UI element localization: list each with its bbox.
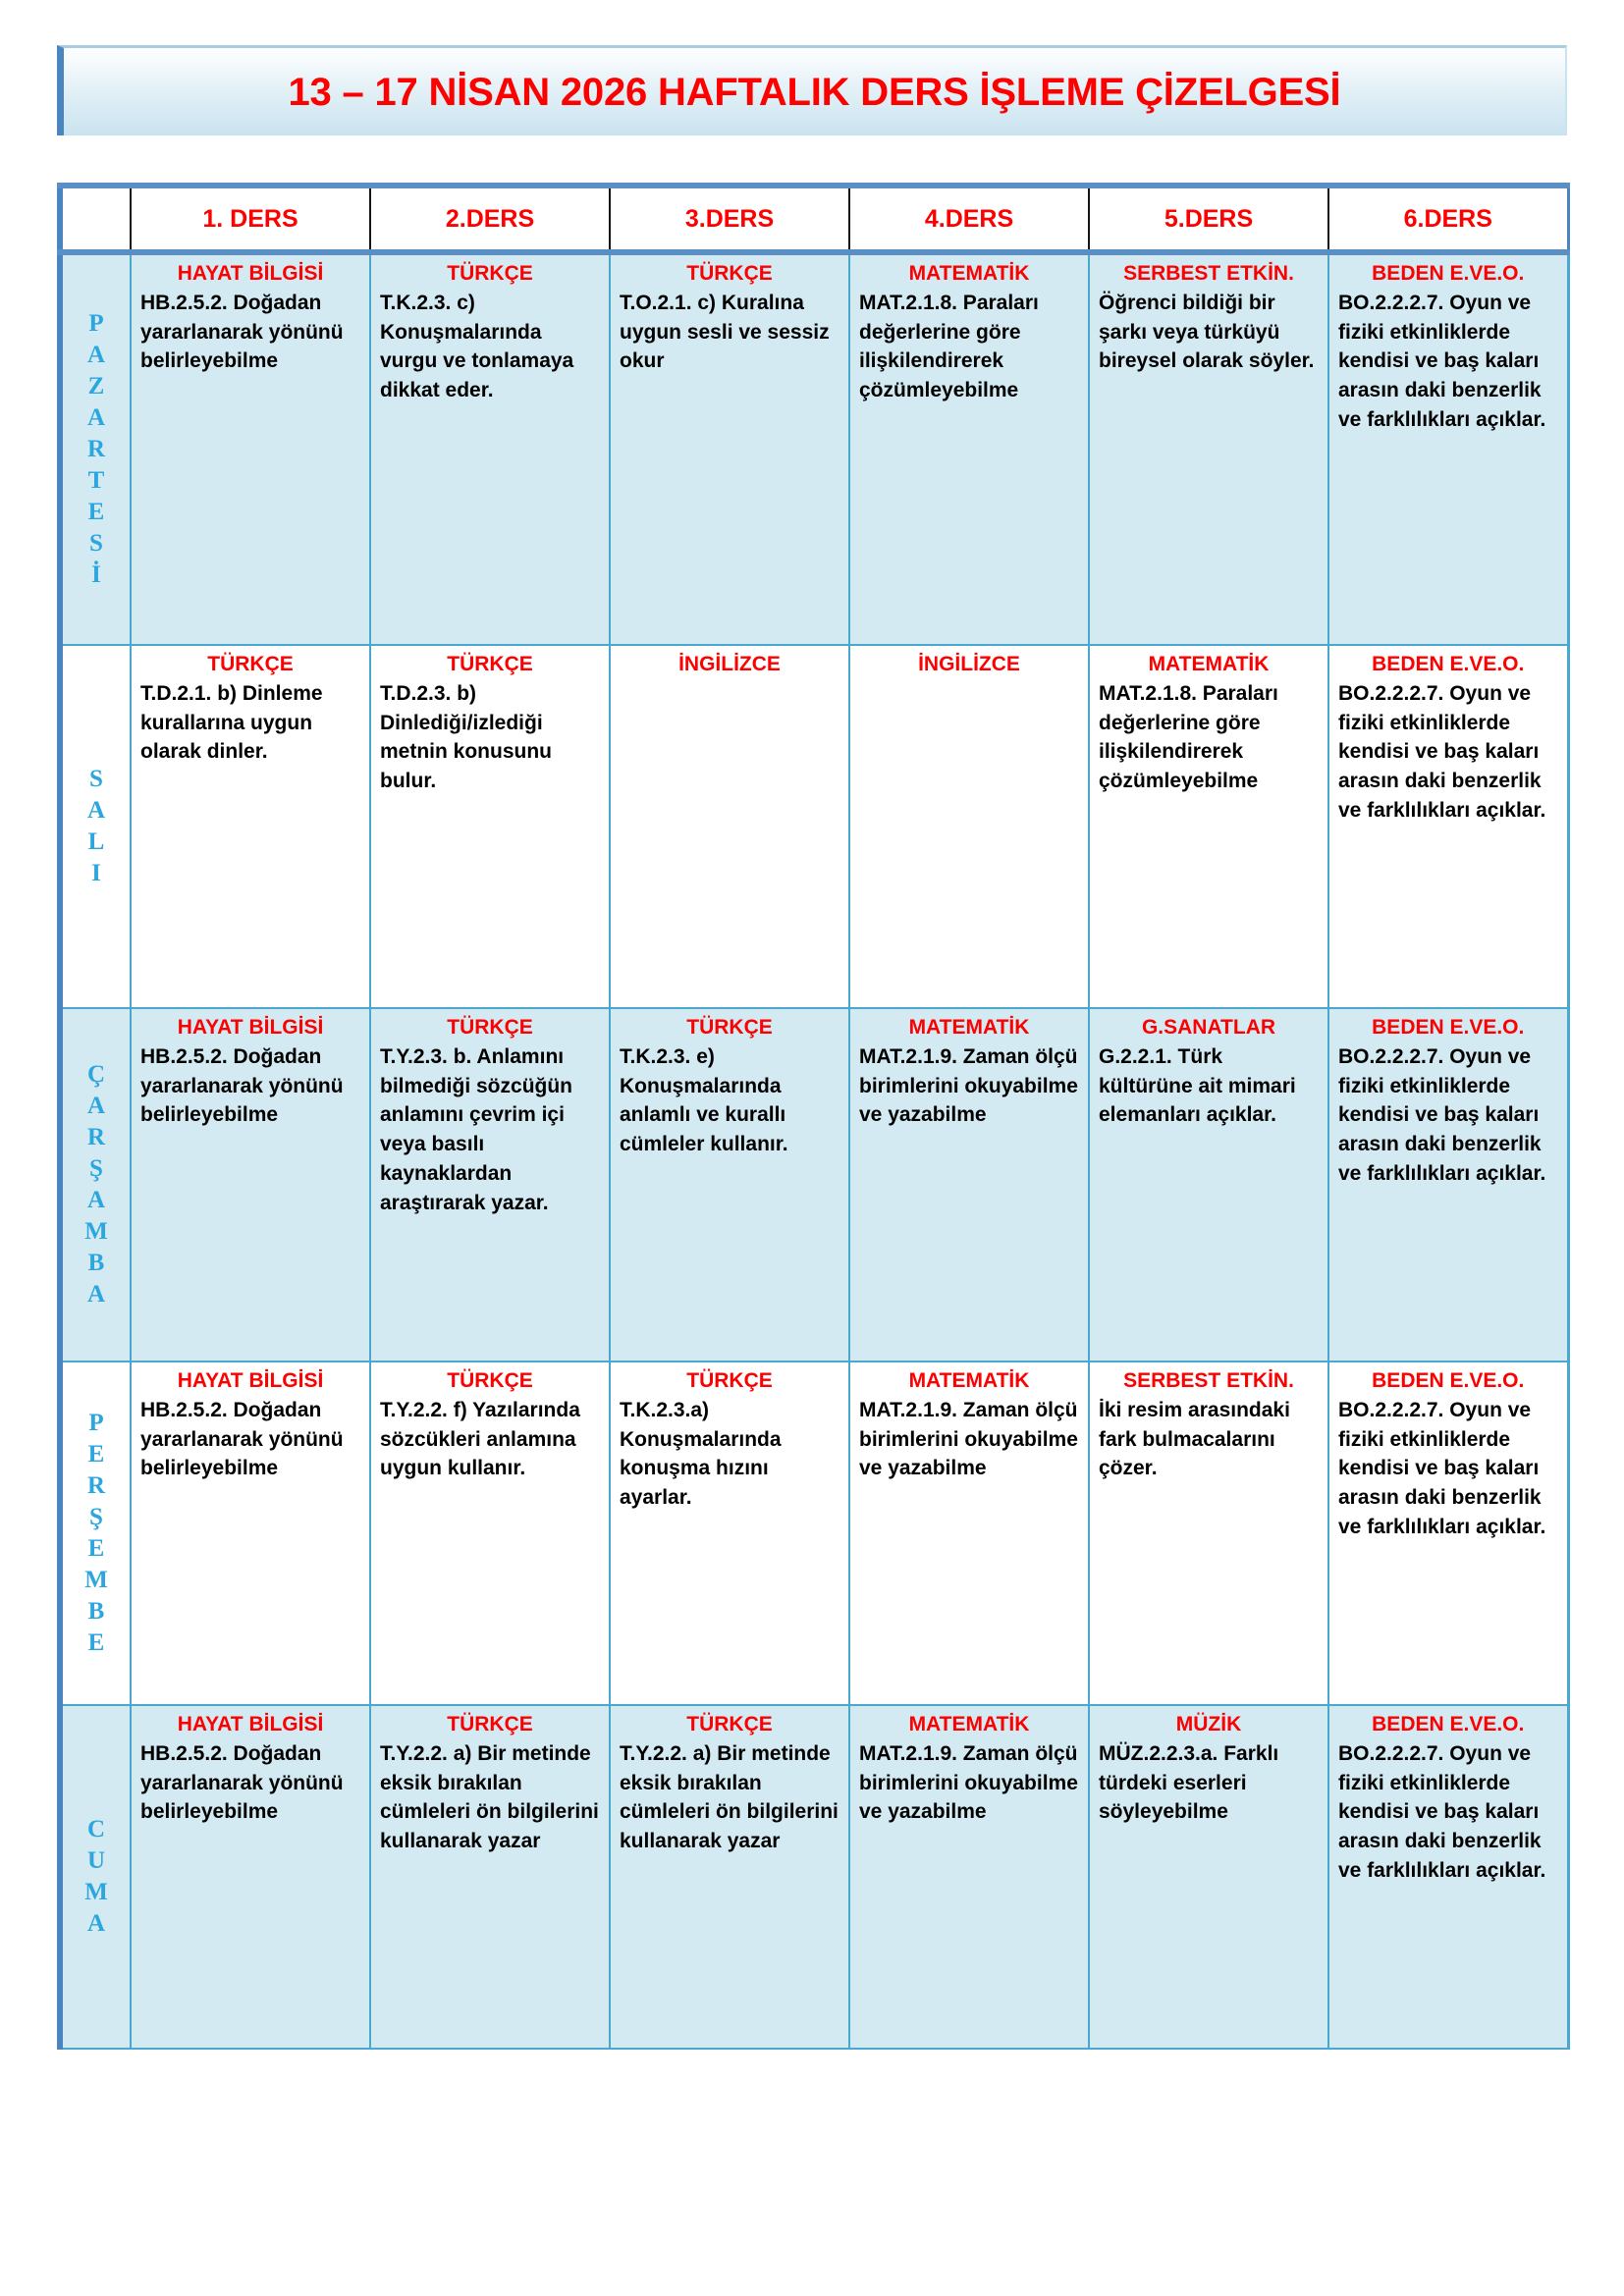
lesson-cell — [131, 645, 370, 1008]
day-letter: R — [86, 1124, 106, 1150]
header-lesson-3 — [610, 186, 849, 252]
day-letter: A — [86, 1281, 106, 1308]
header-lesson-4-label: 4.DERS — [924, 204, 1014, 233]
day-letter: E — [87, 1535, 105, 1562]
lesson-objective: T.D.2.3. b) Dinlediği/izlediği metnin konusunu bulur. — [380, 681, 552, 793]
lesson-subject: MATEMATİK — [908, 262, 1030, 285]
day-letter: Ş — [89, 1504, 103, 1530]
lesson-objective: T.Y.2.3. b. Anlamını bilmediği sözcüğün anlamını çevrim içi veya basılı kaynaklardan araştırarak yazar. — [380, 1044, 573, 1214]
day-letter: S — [89, 530, 103, 557]
header-lesson-1 — [131, 186, 370, 252]
schedule-row-cuma — [60, 1705, 1568, 2049]
header-lesson-4 — [849, 186, 1089, 252]
lesson-cell — [1328, 1362, 1568, 1705]
day-letter: M — [84, 1879, 108, 1905]
lesson-subject: TÜRKÇE — [447, 1016, 533, 1039]
header-lesson-3-label: 3.DERS — [684, 204, 775, 233]
lesson-cell — [610, 1362, 849, 1705]
lesson-subject: TÜRKÇE — [447, 653, 533, 675]
day-letter: R — [86, 436, 106, 462]
lesson-subject: TÜRKÇE — [686, 1713, 773, 1735]
header-lesson-6-label: 6.DERS — [1403, 204, 1492, 233]
lesson-objective: G.2.2.1. Türk kültürüne ait mimari elemanları açıklar. — [1099, 1044, 1296, 1127]
lesson-cell — [610, 1008, 849, 1362]
lesson-subject: İNGİLİZCE — [678, 653, 781, 675]
day-letter: R — [86, 1472, 106, 1499]
day-letter: U — [86, 1847, 106, 1874]
lesson-subject: TÜRKÇE — [447, 1713, 533, 1735]
header-row — [60, 186, 1568, 252]
lesson-cell — [131, 252, 370, 645]
lesson-subject: MATEMATİK — [1148, 653, 1270, 675]
header-lesson-6 — [1328, 186, 1568, 252]
lesson-subject: HAYAT BİLGİSİ — [177, 1713, 324, 1735]
day-vertical-letters — [63, 764, 130, 889]
lesson-cell — [610, 252, 849, 645]
weekly-schedule-table — [57, 183, 1570, 2050]
schedule-row-sali — [60, 645, 1568, 1008]
lesson-objective: T.Y.2.2. f) Yazılarında sözcükleri anlamına uygun kullanır. — [380, 1398, 580, 1480]
day-letter: I — [91, 860, 101, 886]
day-vertical-letters — [63, 1408, 130, 1659]
lesson-subject: TÜRKÇE — [686, 1016, 773, 1039]
lesson-cell — [1328, 1008, 1568, 1362]
day-letter: E — [87, 1441, 105, 1468]
table-body — [60, 252, 1568, 2049]
lesson-cell — [849, 252, 1089, 645]
lesson-cell — [1328, 252, 1568, 645]
day-letter: B — [87, 1598, 105, 1625]
lesson-objective: Öğrenci bildiği bir şarkı veya türküyü bireysel olarak söyler. — [1099, 291, 1315, 373]
table-header — [60, 186, 1568, 252]
header-lesson-1-label: 1. DERS — [202, 204, 298, 233]
schedule-row-perşembe — [60, 1362, 1568, 1705]
lesson-subject: BEDEN E.VE.O. — [1372, 1369, 1525, 1392]
header-lesson-5-label: 5.DERS — [1164, 204, 1254, 233]
lesson-objective: BO.2.2.2.7. Oyun ve fiziki etkinliklerde kendisi ve baş kaları arasın daki benzerlik ve farklılıkları açıklar. — [1338, 1398, 1546, 1539]
day-letter: İ — [91, 561, 101, 588]
day-label-cell — [60, 252, 131, 645]
lesson-objective: BO.2.2.2.7. Oyun ve fiziki etkinliklerde kendisi ve baş kaları arasın daki benzerlik ve farklılıkları açıklar. — [1338, 1741, 1546, 1883]
lesson-cell — [1089, 1362, 1328, 1705]
lesson-cell — [370, 645, 610, 1008]
day-vertical-letters — [63, 1814, 130, 1940]
lesson-subject: TÜRKÇE — [447, 1369, 533, 1392]
lesson-cell — [849, 1008, 1089, 1362]
lesson-objective: MÜZ.2.2.3.a. Farklı türdeki eserleri söyleyebilme — [1099, 1741, 1279, 1824]
day-vertical-letters — [63, 1059, 130, 1310]
lesson-objective: MAT.2.1.8. Paraları değerlerine göre ilişkilendirerek çözümleyebilme — [859, 291, 1039, 402]
day-label-cell — [60, 1705, 131, 2049]
lesson-subject: MATEMATİK — [908, 1369, 1030, 1392]
lesson-subject: HAYAT BİLGİSİ — [177, 1369, 324, 1392]
day-letter: Z — [87, 373, 105, 400]
lesson-subject: BEDEN E.VE.O. — [1372, 262, 1525, 285]
lesson-objective: MAT.2.1.9. Zaman ölçü birimlerini okuyabilme ve yazabilme — [859, 1044, 1078, 1127]
lesson-subject: TÜRKÇE — [686, 262, 773, 285]
day-letter: L — [87, 828, 105, 855]
header-lesson-5 — [1089, 186, 1328, 252]
day-label-cell — [60, 1008, 131, 1362]
day-letter: Ş — [89, 1155, 103, 1182]
schedule-row-çarşamba — [60, 1008, 1568, 1362]
day-letter: P — [88, 1410, 104, 1436]
lesson-cell — [849, 1705, 1089, 2049]
lesson-objective: BO.2.2.2.7. Oyun ve fiziki etkinliklerde kendisi ve baş kaları arasın daki benzerlik ve farklılıkları açıklar. — [1338, 1044, 1546, 1186]
lesson-subject: İNGİLİZCE — [918, 653, 1020, 675]
lesson-subject: SERBEST ETKİN. — [1123, 1369, 1294, 1392]
day-letter: P — [88, 310, 104, 337]
lesson-subject: MÜZİK — [1175, 1713, 1242, 1735]
day-letter: A — [86, 1910, 106, 1937]
day-letter: A — [86, 1093, 106, 1119]
lesson-cell — [849, 645, 1089, 1008]
lesson-subject: SERBEST ETKİN. — [1123, 262, 1294, 285]
lesson-cell — [1089, 1008, 1328, 1362]
lesson-cell — [1089, 1705, 1328, 2049]
lesson-subject: G.SANATLAR — [1141, 1016, 1276, 1039]
day-letter: E — [87, 499, 105, 525]
day-letter: Ç — [86, 1061, 106, 1088]
lesson-cell — [370, 1362, 610, 1705]
header-day-column — [60, 186, 131, 252]
lesson-cell — [370, 1705, 610, 2049]
title-spacer — [57, 135, 1567, 183]
lesson-objective: T.D.2.1. b) Dinleme kurallarına uygun olarak dinler. — [140, 681, 323, 764]
day-label-cell — [60, 1362, 131, 1705]
header-lesson-2 — [370, 186, 610, 252]
title-banner — [57, 45, 1567, 135]
page-title: 13 – 17 NİSAN 2026 HAFTALIK DERS İŞLEME ÇİZELGESİ — [288, 70, 1341, 114]
day-letter: E — [87, 1629, 105, 1656]
lesson-objective: T.K.2.3. c) Konuşmalarında vurgu ve tonlamaya dikkat eder. — [380, 291, 574, 402]
lesson-cell — [131, 1008, 370, 1362]
lesson-cell — [370, 1008, 610, 1362]
lesson-objective: MAT.2.1.9. Zaman ölçü birimlerini okuyabilme ve yazabilme — [859, 1398, 1078, 1480]
day-letter: T — [87, 467, 105, 494]
lesson-subject: BEDEN E.VE.O. — [1372, 653, 1525, 675]
lesson-objective: MAT.2.1.8. Paraları değerlerine göre ilişkilendirerek çözümleyebilme — [1099, 681, 1278, 793]
lesson-objective: MAT.2.1.9. Zaman ölçü birimlerini okuyabilme ve yazabilme — [859, 1741, 1078, 1824]
day-letter: A — [86, 342, 106, 368]
lesson-subject: MATEMATİK — [908, 1713, 1030, 1735]
lesson-cell — [370, 252, 610, 645]
lesson-objective: T.O.2.1. c) Kuralına uygun sesli ve sessiz okur — [620, 291, 830, 373]
lesson-cell — [849, 1362, 1089, 1705]
lesson-cell — [1089, 645, 1328, 1008]
lesson-cell — [131, 1705, 370, 2049]
lesson-subject: TÜRKÇE — [447, 262, 533, 285]
day-letter: A — [86, 1187, 106, 1213]
day-letter: C — [86, 1816, 106, 1842]
lesson-objective: T.Y.2.2. a) Bir metinde eksik bırakılan cümleleri ön bilgilerini kullanarak yazar — [620, 1741, 839, 1853]
day-letter: M — [84, 1218, 108, 1245]
lesson-objective: İki resim arasındaki fark bulmacalarını çözer. — [1099, 1398, 1290, 1480]
day-label-cell — [60, 645, 131, 1008]
day-letter: A — [86, 404, 106, 431]
lesson-cell — [1328, 645, 1568, 1008]
day-letter: M — [84, 1567, 108, 1593]
header-lesson-2-label: 2.DERS — [445, 204, 535, 233]
lesson-cell — [1089, 252, 1328, 645]
day-letter: A — [86, 797, 106, 824]
lesson-cell — [131, 1362, 370, 1705]
lesson-subject: HAYAT BİLGİSİ — [177, 1016, 324, 1039]
lesson-objective: BO.2.2.2.7. Oyun ve fiziki etkinliklerde kendisi ve baş kaları arasın daki benzerlik ve farklılıkları açıklar. — [1338, 681, 1546, 823]
lesson-subject: TÜRKÇE — [207, 653, 294, 675]
day-vertical-letters — [63, 308, 130, 591]
lesson-cell — [610, 645, 849, 1008]
schedule-row-pazartesi̇ — [60, 252, 1568, 645]
lesson-objective: HB.2.5.2. Doğadan yararlanarak yönünü belirleyebilme — [140, 1044, 344, 1127]
lesson-subject: TÜRKÇE — [686, 1369, 773, 1392]
lesson-subject: MATEMATİK — [908, 1016, 1030, 1039]
lesson-objective: HB.2.5.2. Doğadan yararlanarak yönünü belirleyebilme — [140, 1398, 344, 1480]
lesson-objective: HB.2.5.2. Doğadan yararlanarak yönünü belirleyebilme — [140, 1741, 344, 1824]
lesson-objective: HB.2.5.2. Doğadan yararlanarak yönünü belirleyebilme — [140, 291, 344, 373]
lesson-subject: BEDEN E.VE.O. — [1372, 1016, 1525, 1039]
day-letter: S — [89, 766, 103, 792]
day-letter: B — [87, 1250, 105, 1276]
lesson-objective: T.K.2.3. e) Konuşmalarında anlamlı ve kurallı cümleler kullanır. — [620, 1044, 788, 1156]
lesson-objective: T.K.2.3.a) Konuşmalarında konuşma hızını ayarlar. — [620, 1398, 782, 1510]
lesson-subject: BEDEN E.VE.O. — [1372, 1713, 1525, 1735]
lesson-cell — [1328, 1705, 1568, 2049]
lesson-objective: BO.2.2.2.7. Oyun ve fiziki etkinliklerde kendisi ve baş kaları arasın daki benzerlik ve farklılıkları açıklar. — [1338, 291, 1546, 432]
lesson-objective: T.Y.2.2. a) Bir metinde eksik bırakılan cümleleri ön bilgilerini kullanarak yazar — [380, 1741, 599, 1853]
lesson-subject: HAYAT BİLGİSİ — [177, 262, 324, 285]
lesson-cell — [610, 1705, 849, 2049]
